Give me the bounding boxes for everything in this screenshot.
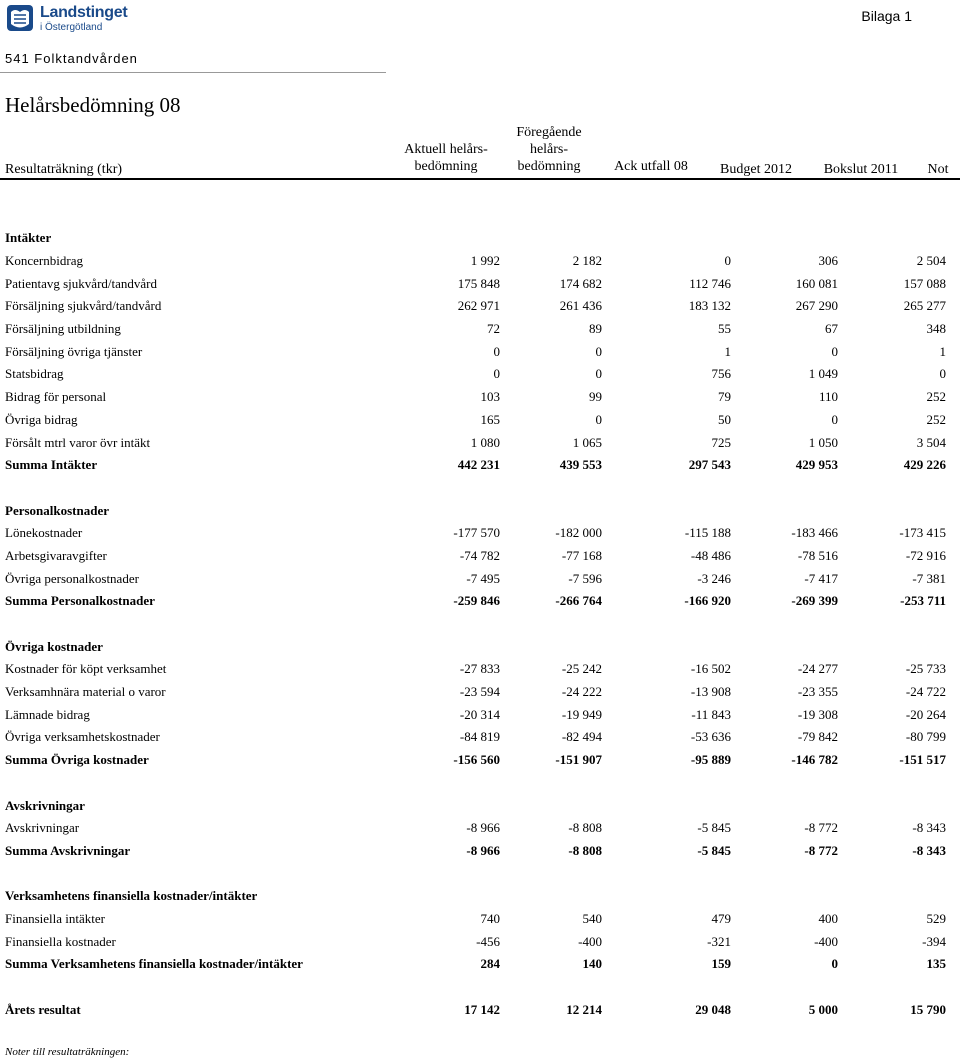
cell-col2: 99 [589, 389, 602, 405]
row-label: Avskrivningar [5, 797, 85, 813]
cell-col2: -25 242 [561, 661, 602, 677]
cell-col2 [500, 227, 602, 250]
sum-row [0, 953, 946, 976]
cell-col1: -84 819 [459, 729, 500, 745]
cell-col2 [500, 772, 602, 795]
cell-col5: 252 [926, 411, 946, 427]
cell-col2 [500, 885, 602, 908]
table-row [0, 250, 946, 273]
cell-col3 [602, 635, 731, 658]
cell-col4: -8 772 [804, 842, 838, 858]
cell-col1: -259 846 [453, 593, 500, 609]
section-heading-row [0, 794, 946, 817]
cell-col1 [345, 499, 500, 522]
cell-col5: 15 790 [910, 1001, 946, 1017]
row-label: Personalkostnader [5, 502, 109, 518]
cell-col1: 0 [493, 343, 500, 359]
cell-col4 [731, 499, 838, 522]
cell-col5: 3 504 [916, 434, 946, 450]
cell-col1: 72 [487, 321, 500, 337]
cell-col3 [602, 794, 731, 817]
cell-col3: 0 [724, 253, 731, 269]
table-row [0, 522, 946, 545]
cell-col4: -269 399 [791, 593, 838, 609]
cell-col5: -173 415 [899, 525, 946, 541]
row-label: Patientavg sjukvård/tandvård [5, 275, 157, 291]
cell-col2: 0 [595, 411, 602, 427]
cell-col3: 479 [711, 910, 731, 926]
header-col4: Budget 2012 [720, 162, 792, 177]
cell-col5: 529 [926, 910, 946, 926]
row-label: Lämnade bidrag [5, 706, 90, 722]
cell-col5: 429 226 [903, 457, 946, 473]
row-label [0, 976, 345, 999]
cell-col1: 17 142 [464, 1001, 500, 1017]
cell-col2 [500, 499, 602, 522]
row-label: Avskrivningar [5, 820, 80, 836]
table-row [0, 703, 946, 726]
row-label: Övriga kostnader [5, 638, 103, 654]
cell-col5: -72 916 [905, 547, 946, 563]
cell-col2 [500, 613, 602, 636]
cell-col5 [838, 635, 946, 658]
crest-icon [6, 4, 34, 32]
cell-col3: -3 246 [697, 570, 731, 586]
cell-col4: 160 081 [795, 275, 838, 291]
row-label: Försäljning sjukvård/tandvård [5, 298, 162, 314]
cell-col5 [838, 794, 946, 817]
row-label [0, 772, 345, 795]
cell-col3: -166 920 [684, 593, 731, 609]
cell-col3 [602, 477, 731, 500]
header-col0: Resultaträkning (tkr) [5, 162, 123, 177]
row-label: Försålt mtrl varor övr intäkt [5, 434, 151, 450]
cell-col3: -95 889 [690, 752, 731, 768]
page-title: Helårsbedömning 08 [5, 93, 181, 117]
table-row [0, 545, 946, 568]
appendix-label: Bilaga 1 [861, 8, 912, 24]
cell-col4: 67 [825, 321, 838, 337]
cell-col4: 110 [818, 389, 838, 405]
cell-col1: -156 560 [453, 752, 500, 768]
cell-col2: 12 214 [566, 1001, 602, 1017]
cell-col4: 429 953 [795, 457, 838, 473]
cell-col2: -266 764 [555, 593, 602, 609]
cell-col3: 756 [711, 366, 731, 382]
cell-col5 [838, 862, 946, 885]
cell-col3 [602, 772, 731, 795]
row-label: Övriga verksamhetskostnader [5, 729, 160, 745]
cell-col1: 103 [480, 389, 500, 405]
row-label [0, 613, 345, 636]
cell-col4: 0 [831, 343, 838, 359]
cell-col2: 0 [595, 366, 602, 382]
row-label: Finansiella intäkter [5, 910, 106, 926]
cell-col2 [500, 635, 602, 658]
table-row [0, 272, 946, 295]
table-row [0, 363, 946, 386]
row-label: Övriga personalkostnader [5, 570, 139, 586]
cell-col1: 284 [480, 956, 500, 972]
income-statement-table [0, 227, 946, 1021]
table-row [0, 318, 946, 341]
cell-col5: 0 [939, 366, 946, 382]
cell-col4: -7 417 [804, 570, 838, 586]
cell-col2: -400 [578, 933, 602, 949]
cell-col5 [838, 227, 946, 250]
cell-col5 [838, 499, 946, 522]
cell-col3: 1 [724, 343, 731, 359]
cell-col3 [602, 976, 731, 999]
row-label: Bidrag för personal [5, 389, 107, 405]
cell-col1: -20 314 [459, 706, 500, 722]
cell-col2: 1 065 [572, 434, 602, 450]
logo-line2: i Östergötland [40, 22, 103, 33]
cell-col2 [500, 477, 602, 500]
cell-col4: -23 355 [797, 684, 838, 700]
table-row [0, 409, 946, 432]
row-label: Finansiella kostnader [5, 933, 116, 949]
cell-col2: -8 808 [568, 820, 602, 836]
cell-col4: 0 [831, 956, 838, 972]
cell-col1 [345, 794, 500, 817]
row-label: Årets resultat [5, 1001, 81, 1017]
cell-col5 [838, 885, 946, 908]
cell-col1 [345, 862, 500, 885]
cell-col4: -8 772 [804, 820, 838, 836]
section-heading-row [0, 885, 946, 908]
cell-col4 [731, 794, 838, 817]
header-col3: Ack utfall 08 [614, 159, 688, 174]
row-label: Summa Avskrivningar [5, 842, 131, 858]
cell-col3: 50 [718, 411, 731, 427]
cell-col3 [602, 499, 731, 522]
cell-col2: -182 000 [555, 525, 602, 541]
spacer-row [0, 477, 946, 500]
logo-line1: Landstinget [40, 4, 128, 21]
header-col1: Aktuell helårs- bedömning [404, 142, 488, 174]
cell-col2: 439 553 [559, 457, 602, 473]
cell-col3 [602, 613, 731, 636]
cell-col1: 165 [480, 411, 500, 427]
row-label: Övriga bidrag [5, 411, 78, 427]
cell-col3: 112 746 [689, 275, 731, 291]
cell-col4: 1 050 [808, 434, 838, 450]
section-heading-row [0, 227, 946, 250]
cell-col4: 400 [818, 910, 838, 926]
cell-col4: -24 277 [797, 661, 838, 677]
cell-col4: -78 516 [797, 547, 838, 563]
cell-col2: -7 596 [568, 570, 602, 586]
table-row [0, 908, 946, 931]
cell-col4 [731, 885, 838, 908]
row-label: Intäkter [5, 230, 52, 246]
cell-col3: 159 [711, 956, 731, 972]
cell-col4: 0 [831, 411, 838, 427]
cell-col3: 55 [718, 321, 731, 337]
cell-col3: 79 [718, 389, 731, 405]
cell-col1: -7 495 [466, 570, 500, 586]
cell-col1 [345, 976, 500, 999]
row-label: Försäljning utbildning [5, 321, 121, 337]
cell-col5: -8 343 [912, 820, 946, 836]
cell-col5: -25 733 [905, 661, 946, 677]
spacer-row [0, 772, 946, 795]
cell-col1 [345, 477, 500, 500]
cell-col5: 265 277 [903, 298, 946, 314]
cell-col2: 0 [595, 343, 602, 359]
cell-col3: 297 543 [688, 457, 731, 473]
spacer-row [0, 613, 946, 636]
cell-col2: -8 808 [568, 842, 602, 858]
unit-divider [0, 72, 386, 73]
cell-col5: -253 711 [900, 593, 946, 609]
header-col6: Not [927, 162, 949, 177]
cell-col4 [731, 862, 838, 885]
cell-col3: -5 845 [697, 820, 731, 836]
row-label: Summa Övriga kostnader [5, 752, 149, 768]
cell-col2 [500, 862, 602, 885]
section-heading-row [0, 499, 946, 522]
table-row [0, 386, 946, 409]
cell-col2: 140 [582, 956, 602, 972]
cell-col5: 1 [939, 343, 946, 359]
row-label: Verksamhnära material o varor [5, 684, 166, 700]
cell-col2: 89 [589, 321, 602, 337]
cell-col4 [731, 772, 838, 795]
cell-col1: 442 231 [457, 457, 500, 473]
cell-col5: -20 264 [905, 706, 946, 722]
cell-col1 [345, 772, 500, 795]
cell-col4 [731, 477, 838, 500]
cell-col4 [731, 635, 838, 658]
row-label [0, 477, 345, 500]
cell-col3: -53 636 [690, 729, 731, 745]
cell-col1: -74 782 [459, 547, 500, 563]
cell-col4: -79 842 [797, 729, 838, 745]
cell-col4 [731, 613, 838, 636]
cell-col5: -24 722 [905, 684, 946, 700]
cell-col2: 540 [582, 910, 602, 926]
cell-col5 [838, 976, 946, 999]
cell-col4: 5 000 [808, 1001, 838, 1017]
cell-col1: 740 [480, 910, 500, 926]
cell-col1 [345, 613, 500, 636]
cell-col1: -177 570 [453, 525, 500, 541]
cell-col5: -394 [922, 933, 946, 949]
cell-col5: -8 343 [912, 842, 946, 858]
cell-col3: -115 188 [684, 525, 731, 541]
cell-col1: -8 966 [466, 820, 500, 836]
cell-col1: 1 992 [470, 253, 500, 269]
cell-col2: -19 949 [561, 706, 602, 722]
cell-col2 [500, 976, 602, 999]
cell-col5: 348 [926, 321, 946, 337]
cell-col2: -82 494 [561, 729, 602, 745]
row-label: Koncernbidrag [5, 253, 83, 269]
cell-col3: -321 [707, 933, 731, 949]
table-row [0, 817, 946, 840]
cell-col4 [731, 976, 838, 999]
sum-row [0, 840, 946, 863]
table-row [0, 658, 946, 681]
cell-col4: -183 466 [791, 525, 838, 541]
cell-col4: 306 [818, 253, 838, 269]
row-label: Kostnader för köpt verksamhet [5, 661, 167, 677]
cell-col3: 29 048 [695, 1001, 731, 1017]
cell-col5: 2 504 [916, 253, 946, 269]
table-row [0, 681, 946, 704]
cell-col5: -151 517 [899, 752, 946, 768]
cell-col4: -146 782 [791, 752, 838, 768]
spacer-row [0, 976, 946, 999]
sum-row [0, 998, 946, 1021]
row-label: Lönekostnader [5, 525, 83, 541]
header-col5: Bokslut 2011 [823, 162, 899, 177]
cell-col1 [345, 635, 500, 658]
cell-col3: -13 908 [690, 684, 731, 700]
cell-col4: 267 290 [795, 298, 838, 314]
cell-col5 [838, 477, 946, 500]
sum-row [0, 749, 946, 772]
row-label: Statsbidrag [5, 366, 64, 382]
cell-col1: 0 [493, 366, 500, 382]
row-label: Summa Personalkostnader [5, 593, 155, 609]
cell-col4 [731, 227, 838, 250]
cell-col5 [838, 613, 946, 636]
cell-col5 [838, 772, 946, 795]
cell-col1 [345, 885, 500, 908]
cell-col2: -77 168 [561, 547, 602, 563]
cell-col3: -16 502 [690, 661, 731, 677]
cell-col3 [602, 885, 731, 908]
cell-col4: -19 308 [797, 706, 838, 722]
cell-col5: -80 799 [905, 729, 946, 745]
row-label: Summa Intäkter [5, 457, 98, 473]
header-col2: Föregående helårs- bedömning [516, 125, 582, 174]
cell-col2: -24 222 [561, 684, 602, 700]
cell-col2: -151 907 [555, 752, 602, 768]
row-label: Verksamhetens finansiella kostnader/intäkter [5, 888, 258, 904]
cell-col4: 1 049 [808, 366, 838, 382]
cell-col1: 1 080 [470, 434, 500, 450]
section-heading-row [0, 635, 946, 658]
row-label: Arbetsgivaravgifter [5, 547, 107, 563]
table-row [0, 340, 946, 363]
row-label: Försäljning övriga tjänster [5, 343, 143, 359]
cell-col3: 183 132 [688, 298, 731, 314]
table-row [0, 930, 946, 953]
cell-col1: -27 833 [459, 661, 500, 677]
cell-col3 [602, 862, 731, 885]
cell-col3: -11 843 [691, 706, 731, 722]
cell-col1: 175 848 [457, 275, 500, 291]
cell-col5: -7 381 [912, 570, 946, 586]
cell-col5: 157 088 [903, 275, 946, 291]
cell-col3: -48 486 [690, 547, 731, 563]
spacer-row [0, 862, 946, 885]
cell-col5: 135 [926, 956, 946, 972]
cell-col1: -23 594 [459, 684, 500, 700]
cell-col2: 261 436 [559, 298, 602, 314]
cell-col4: -400 [814, 933, 838, 949]
table-row [0, 295, 946, 318]
row-label [0, 862, 345, 885]
cell-col3: -5 845 [697, 842, 731, 858]
cell-col2 [500, 794, 602, 817]
cell-col1: -8 966 [466, 842, 500, 858]
table-row [0, 726, 946, 749]
cell-col3 [602, 227, 731, 250]
cell-col2: 174 682 [559, 275, 602, 291]
cell-col3: 725 [711, 434, 731, 450]
header-divider [0, 178, 960, 180]
sum-row [0, 590, 946, 613]
unit-name: 541 Folktandvården [5, 51, 138, 66]
footnote: Noter till resultaträkningen: [5, 1046, 130, 1058]
table-row [0, 431, 946, 454]
cell-col5: 252 [926, 389, 946, 405]
sum-row [0, 454, 946, 477]
cell-col1: 262 971 [457, 298, 500, 314]
row-label: Summa Verksamhetens finansiella kostnader/intäkter [5, 956, 303, 972]
landstinget-logo [6, 4, 126, 32]
table-row [0, 567, 946, 590]
cell-col2: 2 182 [572, 253, 602, 269]
cell-col1 [345, 227, 500, 250]
cell-col1: -456 [476, 933, 500, 949]
